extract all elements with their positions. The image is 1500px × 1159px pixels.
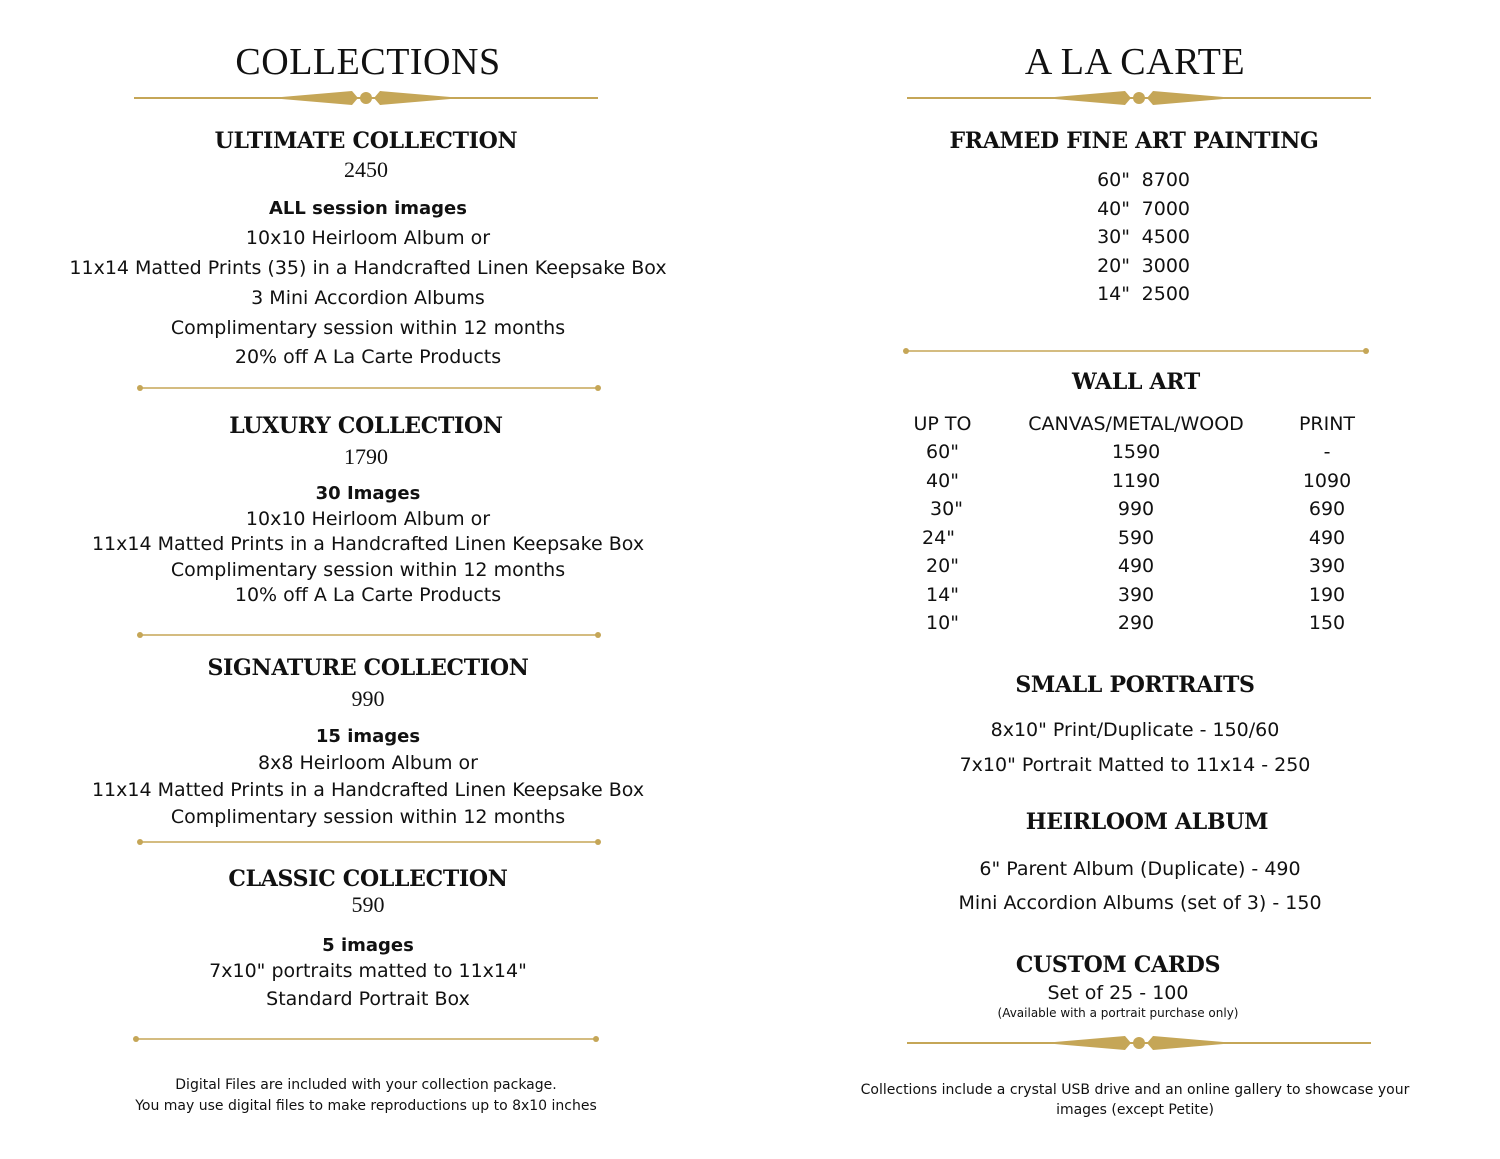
collections-heading: COLLECTIONS <box>235 41 501 83</box>
heirloom-album-item: Mini Accordion Albums (set of 3) - 150 <box>958 892 1322 914</box>
collection-item: 11x14 Matted Prints (35) in a Handcrafted Linen Keepsake Box <box>69 257 667 279</box>
collection-title-classic: CLASSIC COLLECTION <box>228 866 508 892</box>
section-divider <box>132 1034 600 1044</box>
collection-item: 11x14 Matted Prints in a Handcrafted Linen Keepsake Box <box>91 533 645 555</box>
framed-price-row: 40" 7000 <box>1097 197 1190 220</box>
collection-item: Standard Portrait Box <box>266 988 470 1010</box>
custom-cards-title: CUSTOM CARDS <box>1015 952 1221 978</box>
wall-art-header: UP TO <box>913 413 972 435</box>
collection-highlight-luxury: 30 Images <box>315 483 421 504</box>
collection-highlight-signature: 15 images <box>315 726 421 747</box>
wall-art-row: 24" 590 490 <box>922 527 1346 549</box>
custom-cards-line: Set of 25 - 100 <box>1047 982 1189 1004</box>
ornament-divider-right <box>907 86 1371 110</box>
collection-item: 7x10" portraits matted to 11x14" <box>209 960 527 982</box>
a-la-carte-heading: A LA CARTE <box>1024 41 1246 83</box>
collection-item: Complimentary session within 12 months <box>170 806 566 828</box>
collection-item: 10% off A La Carte Products <box>234 584 502 606</box>
collection-title-ultimate: ULTIMATE COLLECTION <box>214 128 518 154</box>
wall-art-row: 14" 390 190 <box>926 584 1346 606</box>
framed-fine-art-title: FRAMED FINE ART PAINTING <box>949 128 1319 154</box>
wall-art-row: 10" 290 150 <box>926 612 1346 634</box>
heirloom-album-title: HEIRLOOM ALBUM <box>1025 809 1269 835</box>
custom-cards-note: (Available with a portrait purchase only) <box>997 1006 1239 1020</box>
collection-item: Complimentary session within 12 months <box>170 559 566 581</box>
framed-price-row: 14" 2500 <box>1097 283 1190 306</box>
framed-price-row: 60" 8700 <box>1097 169 1190 192</box>
ornament-divider-left <box>134 86 598 110</box>
right-footer-line: Collections include a crystal USB drive and an online gallery to showcase your <box>860 1082 1410 1098</box>
section-divider <box>136 630 602 640</box>
collection-price-signature: 990 <box>351 686 385 711</box>
wall-art-header-row <box>900 413 1360 442</box>
small-portraits-item: 8x10" Print/Duplicate - 150/60 <box>990 719 1280 741</box>
framed-price-list <box>985 166 1285 309</box>
collection-item: 3 Mini Accordion Albums <box>251 287 485 309</box>
collection-item: 11x14 Matted Prints in a Handcrafted Linen Keepsake Box <box>91 779 645 801</box>
left-footer-line: Digital Files are included with your collection package. <box>175 1077 557 1093</box>
collection-highlight-ultimate: ALL session images <box>269 198 467 219</box>
wall-art-header: PRINT <box>1298 413 1356 435</box>
right-footer-line: images (except Petite) <box>1056 1102 1214 1118</box>
framed-price-row: 30" 4500 <box>1097 226 1190 249</box>
framed-price-row: 20" 3000 <box>1097 254 1190 277</box>
wall-art-row: 60" 1590 - <box>926 441 1331 463</box>
heirloom-album-item: 6" Parent Album (Duplicate) - 490 <box>979 858 1301 880</box>
collection-item: Complimentary session within 12 months <box>170 317 566 339</box>
collection-title-luxury: LUXURY COLLECTION <box>229 413 503 439</box>
collection-item: 20% off A La Carte Products <box>234 346 502 368</box>
small-portraits-title: SMALL PORTRAITS <box>1015 672 1255 698</box>
wall-art-header: CANVAS/METAL/WOOD <box>1028 413 1244 435</box>
wall-art-row: 30" 990 690 <box>930 498 1346 520</box>
collection-item: 10x10 Heirloom Album or <box>245 508 491 530</box>
wall-art-row: 40" 1190 1090 <box>926 470 1352 492</box>
wall-art-title: WALL ART <box>1072 369 1200 395</box>
collection-price-classic: 590 <box>351 892 385 917</box>
small-portraits-item: 7x10" Portrait Matted to 11x14 - 250 <box>959 754 1311 776</box>
collection-highlight-classic: 5 images <box>322 935 414 956</box>
section-divider <box>136 837 602 847</box>
collection-item: 10x10 Heirloom Album or <box>245 227 491 249</box>
section-divider <box>902 346 1370 356</box>
collection-title-signature: SIGNATURE COLLECTION <box>207 655 529 681</box>
left-footer-line: You may use digital files to make reproductions up to 8x10 inches <box>135 1098 597 1114</box>
collection-price-ultimate: 2450 <box>344 157 388 182</box>
section-divider <box>136 383 602 393</box>
wall-art-row: 20" 490 390 <box>926 555 1346 577</box>
ornament-divider-right-bottom <box>907 1031 1371 1055</box>
collection-price-luxury: 1790 <box>344 444 388 469</box>
collection-item: 8x8 Heirloom Album or <box>258 752 478 774</box>
